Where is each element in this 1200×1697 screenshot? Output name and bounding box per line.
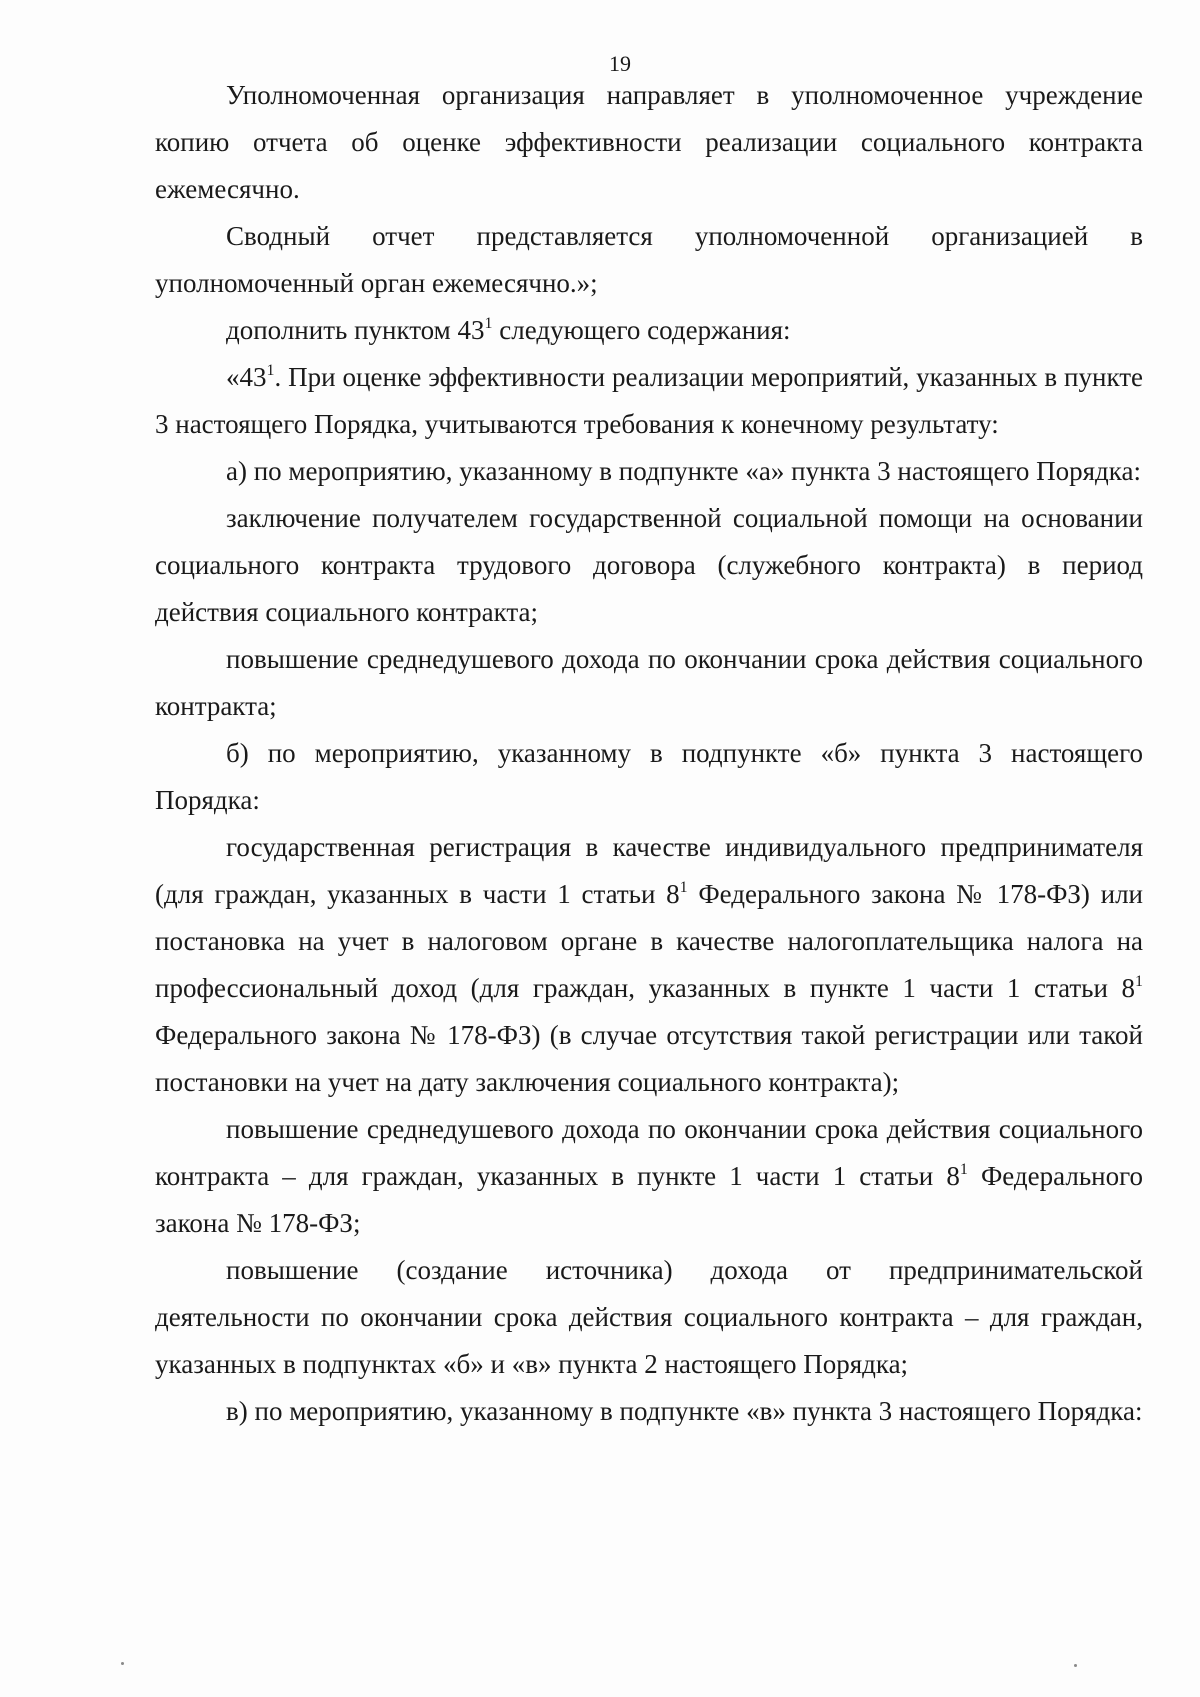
paragraph bbox=[155, 730, 1143, 824]
paragraph bbox=[155, 448, 1143, 495]
paragraph-text: Федерального закона № 178-ФЗ) (в случае отсутствия такой регистрации или такой постановки на учет на дату заключения социального контракта); bbox=[155, 1020, 1143, 1097]
paragraph-text: Уполномоченная организация направляет в уполномоченное учреждение копию отчета об оценке эффективности реализации социального контракта ежемесячно. bbox=[155, 80, 1143, 204]
paragraph-text: повышение среднедушевого дохода по окончании срока действия социального контракта; bbox=[155, 644, 1143, 721]
superscript: 1 bbox=[266, 362, 275, 379]
paragraph bbox=[155, 636, 1143, 730]
paragraph bbox=[155, 354, 1143, 448]
paragraph-text: «43 bbox=[226, 362, 267, 392]
superscript: 1 bbox=[484, 315, 493, 332]
paragraph-text: повышение среднедушевого дохода по окончании срока действия социального контракта – для граждан, указанных в пункте 1 части 1 статьи 8 bbox=[155, 1114, 1143, 1191]
paragraph-text: дополнить пунктом 43 bbox=[226, 315, 485, 345]
paragraph-text: заключение получателем государственной социальной помощи на основании социального контракта трудового договора (служебного контракта) в период действия социального контракта; bbox=[155, 503, 1143, 627]
paragraph-text: государственная регистрация в качестве индивидуального предпринимателя (для граждан, указанных в части 1 статьи 8 bbox=[155, 832, 1143, 909]
paragraph bbox=[155, 213, 1143, 307]
paragraph-text: а) по мероприятию, указанному в подпункте «а» пункта 3 настоящего Порядка: bbox=[226, 456, 1141, 486]
paragraph bbox=[155, 307, 1143, 354]
paragraph-text: Сводный отчет представляется уполномоченной организацией в уполномоченный орган ежемесячно.»; bbox=[155, 221, 1143, 298]
paragraph-text: Федерального закона № 178-ФЗ; bbox=[155, 1161, 1143, 1238]
paragraph-text: . При оценке эффективности реализации мероприятий, указанных в пункте 3 настоящего Порядка, учитываются требования к конечному результату: bbox=[155, 362, 1143, 439]
paragraph bbox=[155, 495, 1143, 636]
paragraph bbox=[155, 824, 1143, 1106]
paragraph-text: повышение (создание источника) дохода от предпринимательской деятельности по окончании срока действия социального контракта – для граждан, указанных в подпунктах «б» и «в» пункта 2 настоящего Порядка; bbox=[155, 1255, 1143, 1379]
paragraph-text: следующего содержания: bbox=[492, 315, 791, 345]
paragraph-text: б) по мероприятию, указанному в подпункте «б» пункта 3 настоящего Порядка: bbox=[155, 738, 1143, 815]
page-number: 19 bbox=[609, 51, 631, 76]
paragraph bbox=[155, 1247, 1143, 1388]
paragraph bbox=[155, 1106, 1143, 1247]
scan-speck bbox=[121, 1662, 124, 1665]
paragraph-text: Федерального закона № 178-ФЗ) или постановка на учет в налоговом органе в качестве налогоплательщика налога на профессиональный доход (для граждан, указанных в пункте 1 части 1 статьи 8 bbox=[155, 879, 1144, 1003]
paragraph bbox=[155, 72, 1143, 213]
document-body bbox=[155, 72, 1143, 1435]
paragraph-text: в) по мероприятию, указанному в подпункте «в» пункта 3 настоящего Порядка: bbox=[226, 1396, 1143, 1426]
superscript: 1 bbox=[1135, 973, 1143, 990]
superscript: 1 bbox=[959, 1161, 968, 1178]
scan-speck bbox=[1074, 1664, 1077, 1667]
paragraph bbox=[155, 1388, 1143, 1435]
superscript: 1 bbox=[679, 879, 688, 896]
